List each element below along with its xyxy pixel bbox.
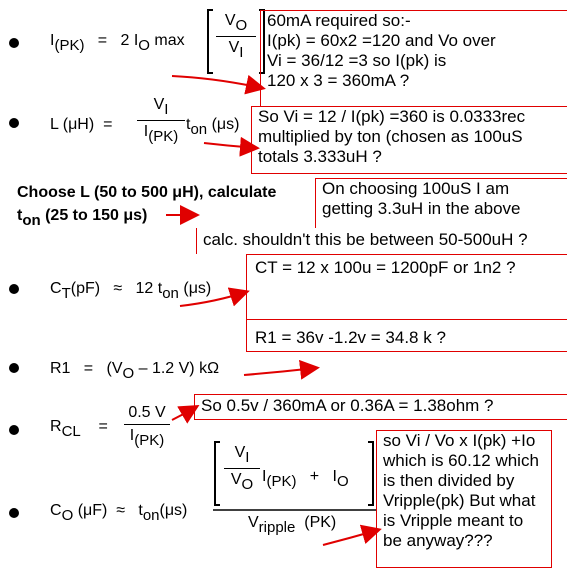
note-l: So Vi = 12 / I(pk) =360 is 0.0333rec multiplied by ton (chosen as 100uS totals 3.333uH ? (251, 106, 567, 174)
formula-ct: CT(pF) ≈ 12 ton (μs) (50, 280, 212, 302)
formula-ipk-fraction: VO VI (216, 12, 256, 57)
formula-co-inner-fraction: VI VO (224, 444, 260, 489)
note-rcl: So 0.5v / 360mA or 0.36A = 1.38ohm ? (194, 394, 567, 420)
formula-rcl-fraction: 0.5 V I(PK) (124, 404, 170, 445)
formula-l-lhs: L (μH) = (50, 116, 113, 133)
note-co: so Vi / Vo x I(pk) +Io which is 60.12 which is then divided by Vripple(pk) But what is Vripple meant to be anyway??? (376, 430, 552, 568)
formula-l-fraction: VI I(PK) (137, 96, 185, 141)
arrow-ct (180, 292, 246, 306)
arrow-ipk (172, 76, 262, 88)
arrow-co (323, 530, 378, 545)
formula-co-lhs: CO (μF) ≈ ton(μs) (50, 502, 188, 524)
note-r1: R1 = 36v -1.2v = 34.8 k ? (246, 320, 567, 352)
arrow-r1 (244, 368, 316, 375)
formula-co-denominator: Vripple (PK) (248, 514, 337, 536)
choose-l-instruction: Choose L (50 to 500 μH), calculate (17, 184, 277, 201)
choose-ton-instruction: ton (25 to 150 μs) (17, 207, 148, 229)
formula-l-ton: ton (μs) (186, 116, 240, 138)
formula-r1: R1 = (VO – 1.2 V) kΩ (50, 360, 220, 382)
note-choose-extra: calc. shouldn't this be between 50-500uH ? (196, 228, 567, 254)
formula-co-numerator-terms: I(PK) + IO (262, 468, 349, 490)
formula-ipk: I(PK) = 2 IO max (50, 32, 185, 54)
arrow-l (204, 143, 256, 148)
note-choose: On choosing 100uS I am getting 3.3uH in the above (315, 178, 567, 228)
note-ct: CT = 12 x 100u = 1200pF or 1n2 ? (246, 254, 567, 320)
formula-rcl-lhs: RCL = (50, 418, 108, 440)
arrow-rcl (172, 407, 196, 420)
note-ipk: 60mA required so:- I(pk) = 60x2 =120 and Vo over Vi = 36/12 =3 so I(pk) is 120 x 3 = 360mA ? (260, 10, 567, 106)
